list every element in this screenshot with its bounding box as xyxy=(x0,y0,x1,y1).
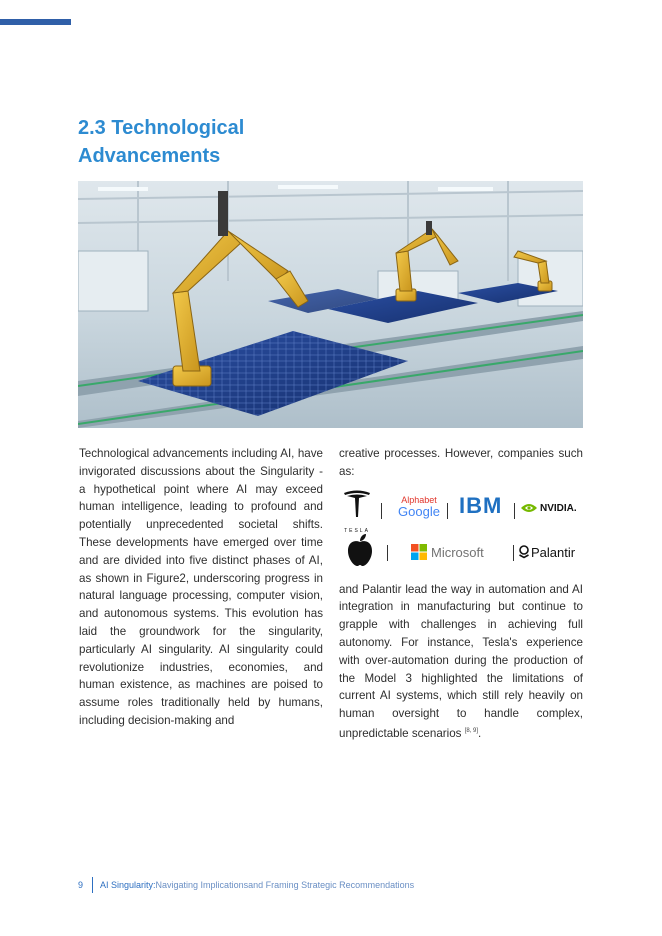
nvidia-eye-icon xyxy=(520,502,538,514)
palantir-logo xyxy=(519,544,575,562)
apple-logo xyxy=(345,533,375,573)
microsoft-wordmark: Microsoft xyxy=(431,544,484,560)
alphabet-wordmark: Alphabet xyxy=(401,494,437,505)
body-paragraph-continuation xyxy=(339,581,583,743)
ibm-logo xyxy=(459,492,503,518)
body-paragraph-left: Technological advancements including AI, have invigorated discussions about the Singularity - a hypothetical point where AI may exceed human intelligence, leading to profound and potentially unprecedented societal shifts. These developments have emerged over time and are divided into five distinct phases of AI, as shown in Figure2, underscoring progress in natural language processing, computer vision, and autonomous systems. This evolution has laid the groundwork for the singularity, particularly AI singularity. AI singularity could revolutionize industries, economies, and human existence, as machines are poised to assume roles traditionally held by humans, including decision-making and xyxy=(79,447,323,727)
tesla-wordmark: TESLA xyxy=(344,528,370,535)
apple-icon xyxy=(345,533,375,567)
left-column xyxy=(79,445,323,730)
body-paragraph-intro: creative processes. However, companies such as: xyxy=(339,447,583,478)
logo-separator xyxy=(513,545,514,561)
logo-separator xyxy=(381,503,382,519)
footer-subtitle: Navigating Implicationsand Framing Strategic Recommendations xyxy=(155,880,415,890)
factory-robots-image xyxy=(78,181,583,428)
page-number: 9 xyxy=(78,880,84,890)
google-wordmark: Google xyxy=(398,503,440,519)
company-logos-row-2 xyxy=(339,533,583,581)
microsoft-logo xyxy=(411,544,484,562)
footer-divider xyxy=(92,877,93,893)
continuation-text: and Palantir lead the way in automation and AI integration in manufacturing but continue to grapple with challenges in achieving full autonomy. For instance, Tesla's experience with over-automation during the production of the Model 3 highlighted the limitations of current AI systems, which still rely heavily on human oversight to handle complex, unpredictable scenarios xyxy=(339,582,583,740)
footer-title: AI Singularity: xyxy=(100,880,156,890)
tesla-t-icon xyxy=(341,489,373,519)
logo-separator xyxy=(514,503,515,519)
citation-ref[interactable]: [8, 9] xyxy=(464,727,479,734)
footer-text xyxy=(100,877,414,893)
logo-separator xyxy=(447,503,448,519)
tesla-logo xyxy=(341,489,373,535)
alphabet-google-logo xyxy=(395,495,443,519)
nvidia-logo xyxy=(520,500,577,518)
section-title: 2.3 Technological Advancements xyxy=(78,117,245,167)
logo-separator xyxy=(387,545,388,561)
company-logos-row-1 xyxy=(339,489,583,533)
ibm-wordmark: IBM xyxy=(459,492,503,518)
nvidia-wordmark: NVIDIA. xyxy=(540,502,577,514)
right-column xyxy=(339,445,583,743)
palantir-icon xyxy=(519,545,529,559)
top-accent-bar xyxy=(0,19,71,25)
microsoft-windows-icon xyxy=(411,544,427,560)
end-punctuation: . xyxy=(478,726,482,740)
palantir-wordmark: Palantir xyxy=(531,544,576,560)
